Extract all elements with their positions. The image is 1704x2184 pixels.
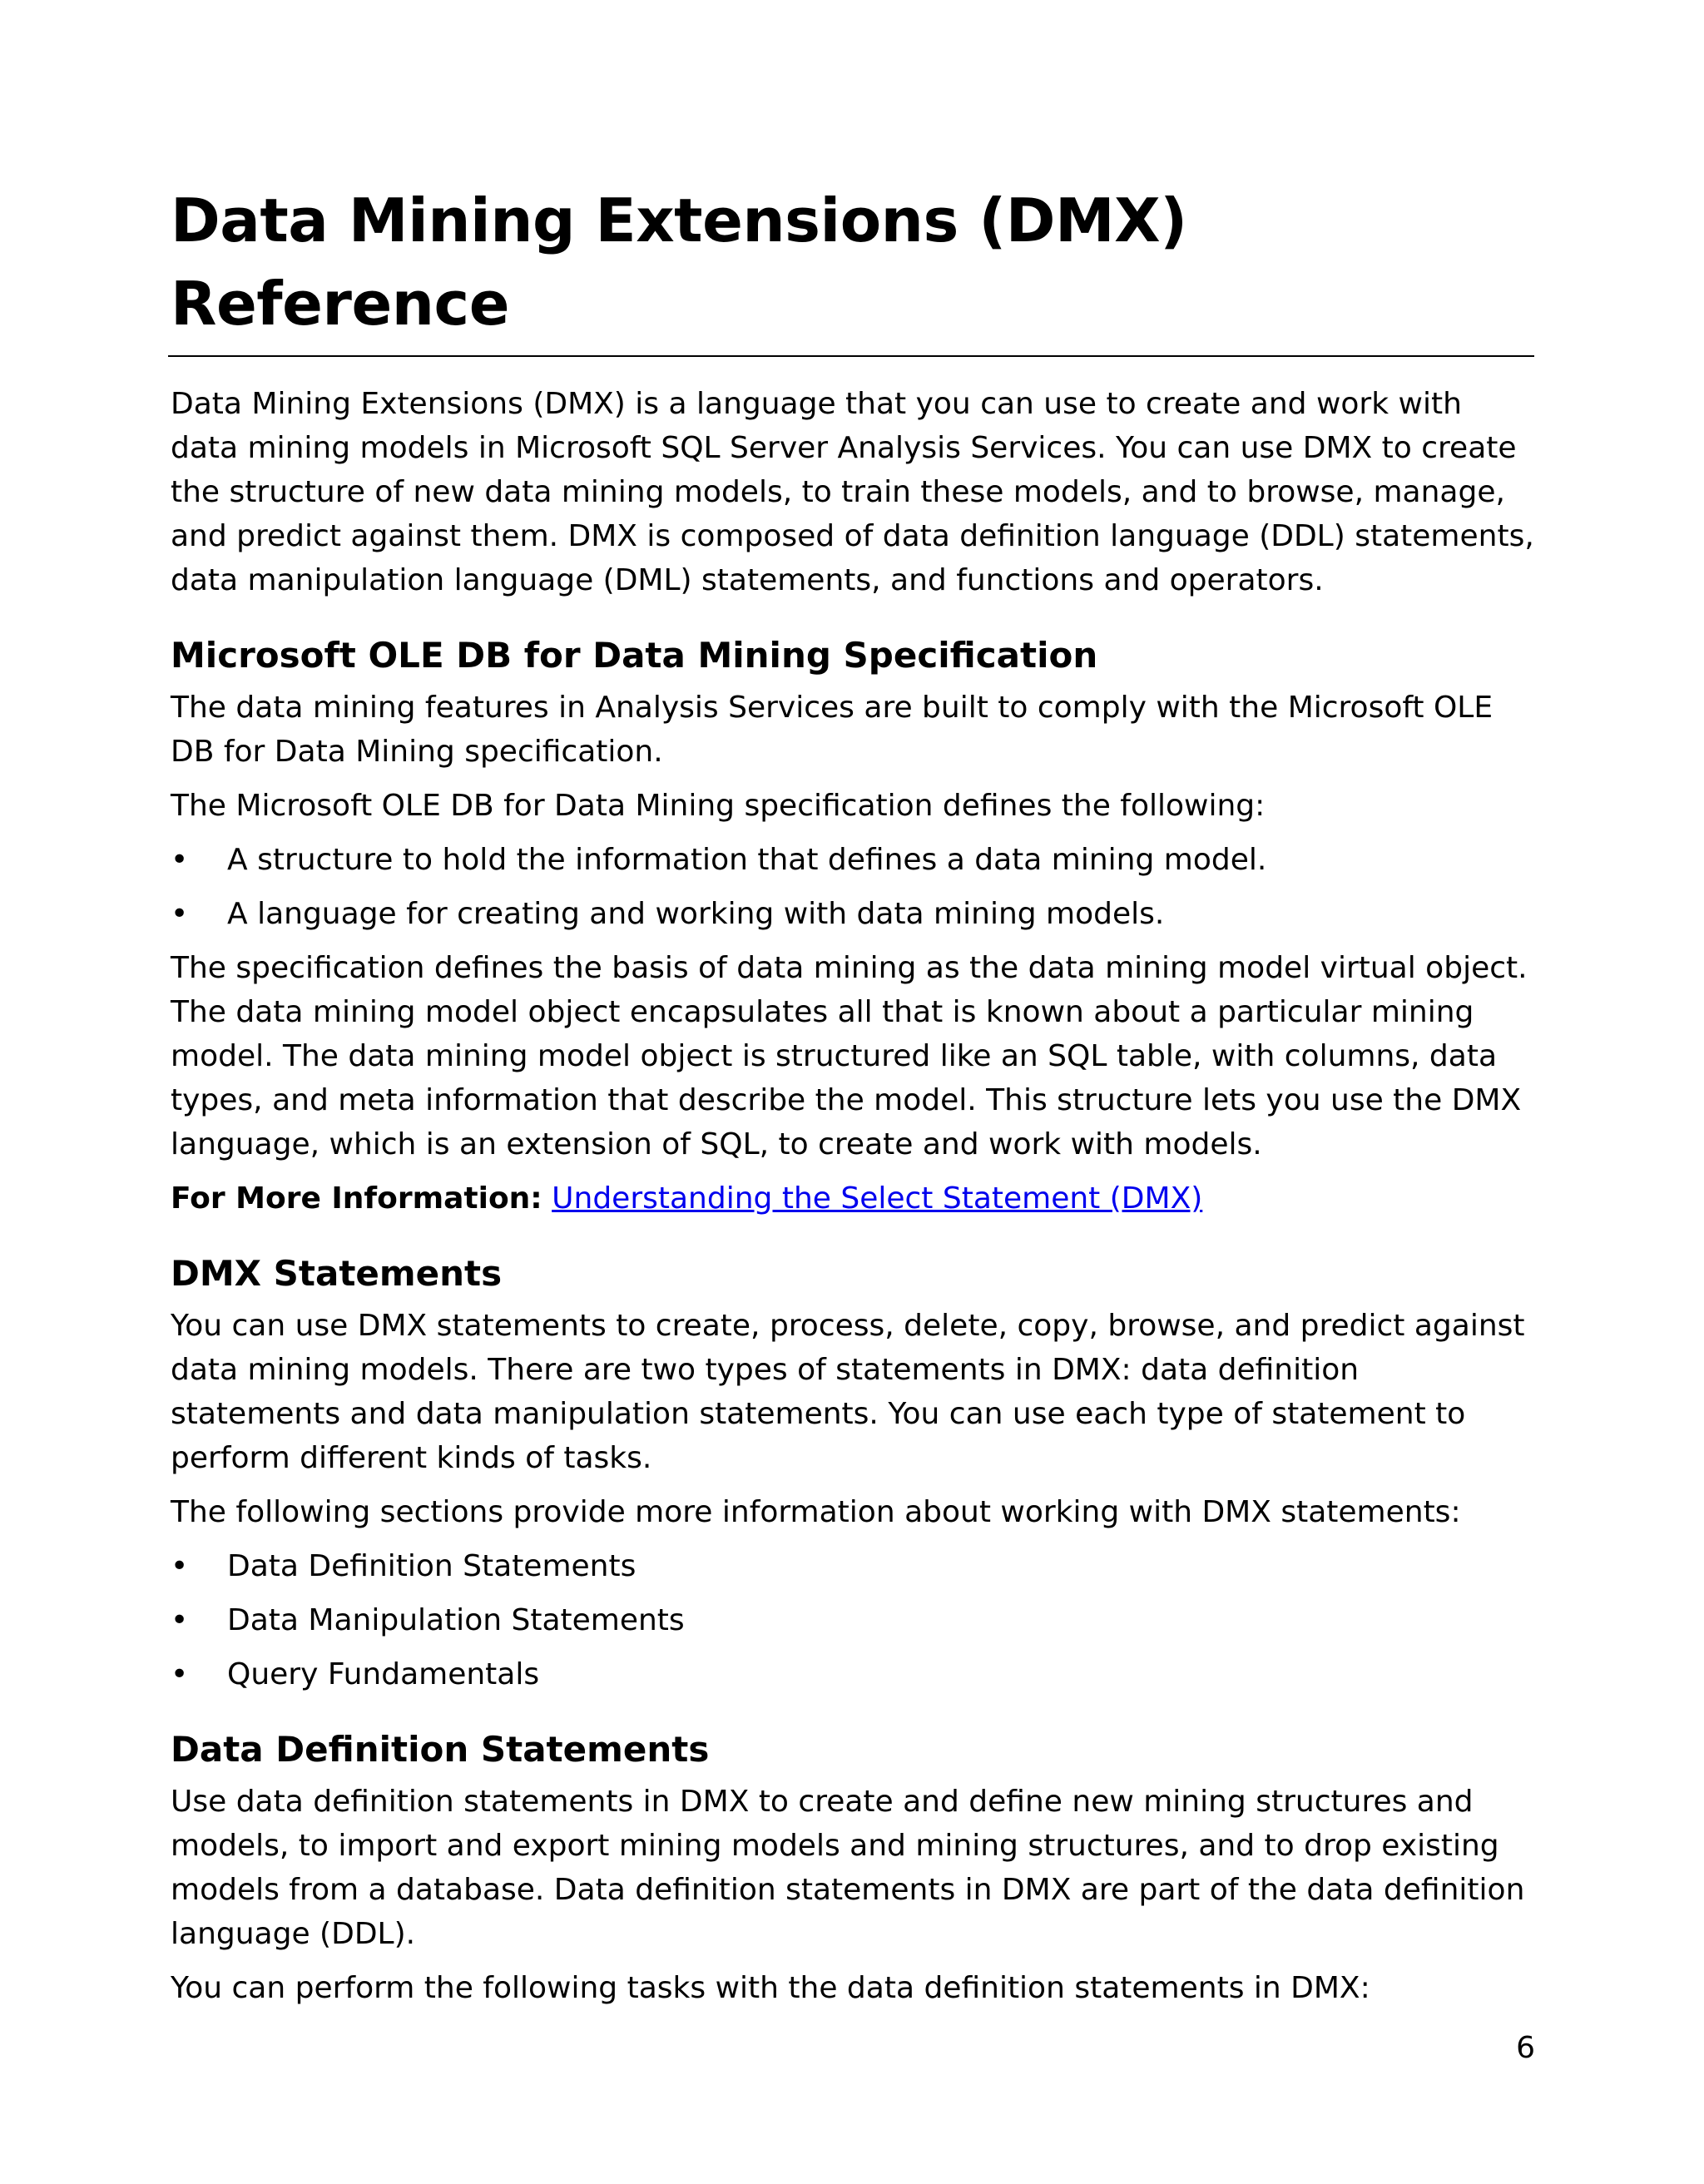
bullet-icon: • [171,1603,189,1637]
select-statement-link[interactable]: Understanding the Select Statement (DMX) [552,1181,1203,1216]
list-item [171,1544,1535,1588]
page-title: Data Mining Extensions (DMX) Reference [171,186,1187,339]
ole-bullet-list [171,838,1535,936]
list-item-text: A structure to hold the information that defines a data mining model. [227,843,1267,877]
ole-paragraph-1: The data mining features in Analysis Services are built to comply with the Microsoft OLE DB for Data Mining specification. [171,691,1493,769]
statements-paragraph-1: You can use DMX statements to create, process, delete, copy, browse, and predict against data mining models. There are two types of statements in DMX: data definition statements and data manipulation statements. You can use each type of statement to perform different kinds of tasks. [171,1309,1525,1475]
section-heading-dmx-statements: DMX Statements [171,1253,503,1294]
list-item-text: Data Definition Statements [227,1549,637,1583]
ddl-paragraph-1: Use data definition statements in DMX to create and define new mining structures and models, to import and export mining models and mining structures, and to drop existing models from a database. Data definition statements in DMX are part of the data definition language (DDL). [171,1785,1525,1951]
statements-bullet-list [171,1544,1535,1696]
list-item-text: A language for creating and working with data mining models. [227,897,1165,931]
list-item [171,892,1535,936]
bullet-icon: • [171,1549,189,1583]
list-item-text: Data Manipulation Statements [227,1603,685,1637]
statements-paragraph-2: The following sections provide more information about working with DMX statements: [171,1495,1461,1529]
list-item [171,1652,1535,1696]
intro-paragraph: Data Mining Extensions (DMX) is a language that you can use to create and work with data mining models in Microsoft SQL Server Analysis Services. You can use DMX to create the structure of new data mining models, to train these models, and to browse, manage, and predict against them. DMX is composed of data definition language (DDL) statements, data manipulation language (DML) statements, and functions and operators. [171,387,1534,597]
ole-paragraph-3: The specification defines the basis of data mining as the data mining model virtual object. The data mining model object encapsulates all that is known about a particular mining model. The data mining model object is structured like an SQL table, with columns, data types, and meta information that describe the model. This structure lets you use the DMX language, which is an extension of SQL, to create and work with models. [171,951,1528,1161]
list-item [171,1598,1535,1642]
section-heading-data-definition: Data Definition Statements [171,1729,710,1770]
ole-paragraph-2: The Microsoft OLE DB for Data Mining specification defines the following: [171,789,1266,823]
bullet-icon: • [171,1657,189,1691]
section-heading-ole-db: Microsoft OLE DB for Data Mining Specification [171,635,1098,676]
list-item-text: Query Fundamentals [227,1657,540,1691]
bullet-icon: • [171,897,189,931]
more-info-line [171,1176,1535,1221]
page-number: 6 [1516,2031,1535,2065]
ddl-paragraph-2: You can perform the following tasks with the data definition statements in DMX: [171,1971,1370,2005]
document-page [171,179,1535,2010]
bullet-icon: • [171,843,189,877]
more-info-label: For More Information: [171,1181,542,1216]
list-item [171,838,1535,882]
